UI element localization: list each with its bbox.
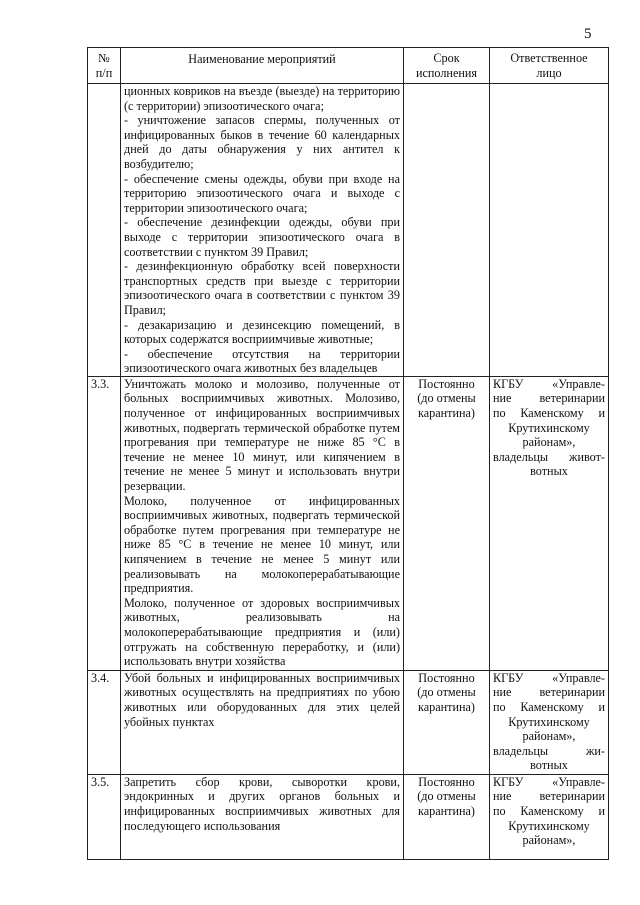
header-responsible: Ответственное лицо xyxy=(490,48,609,84)
measure-paragraph: Молоко, полученное от инфицированных восприимчивых животных, подвергать термической обработке путем прогревания при температуре не ниже 85 °С в течение не менее 10 минут, или кипячением в течение не менее 5 минут или реализовывать на молокоперерабатывающие предприятия. xyxy=(124,493,400,596)
measures-table xyxy=(87,47,609,860)
table-row-3-3 xyxy=(88,376,609,670)
row-responsible: КГБУ «Управле- ние ветеринарии по Каменскому и Крутихинскому районам», xyxy=(490,774,609,859)
measure-paragraph: ционных ковриков на въезде (выезде) на территорию (с территории) эпизоотического очага; xyxy=(124,84,400,113)
page-number: 5 xyxy=(584,26,592,42)
measure-paragraph: - дезакаризацию и дезинсекцию помещений, в которых содержатся восприимчивые животные; xyxy=(124,317,400,347)
row-number: 3.5. xyxy=(88,774,121,859)
measure-paragraph: - дезинфекционную обработку всей поверхности транспортных средств при выезде с территории эпизоотического очага в соответствии с пунктом 39 Правил; xyxy=(124,259,400,317)
row-measure-text xyxy=(121,774,404,859)
row-term: Постоянно (до отмены карантина) xyxy=(404,670,490,774)
row-number: 3.3. xyxy=(88,376,121,670)
table-row-3-5 xyxy=(88,774,609,859)
row-number xyxy=(88,84,121,377)
header-name: Наименование мероприятий xyxy=(121,48,404,84)
table-header-row xyxy=(88,48,609,84)
row-responsible: КГБУ «Управле- ние ветеринарии по Каменскому и Крутихинскому районам», владельцы живот- вотных xyxy=(490,376,609,670)
row-responsible: КГБУ «Управле- ние ветеринарии по Каменскому и Крутихинскому районам», владельцы жи- вотных xyxy=(490,670,609,774)
measure-paragraph: - уничтожение запасов спермы, полученных от инфицированных быков в течение 60 календарных дней до даты обнаружения у них антител к возбудителю; xyxy=(124,113,400,171)
measure-paragraph: - обеспечение смены одежды, обуви при входе на территорию эпизоотического очага и выходе с территории эпизоотического очага; xyxy=(124,171,400,215)
measure-paragraph: Убой больных и инфицированных восприимчивых животных осуществлять на предприятиях по убою животных или оборудованных для этих целей убойных пунктах xyxy=(124,670,400,729)
row-measure-text xyxy=(121,84,404,377)
measure-paragraph: Уничтожать молоко и молозиво, полученные от больных восприимчивых животных. Молозиво, полученное от инфицированных восприимчивых животных, подвергать термической обработке путем прогревания при температуре не ниже 85 °С в течение не менее 10 минут, или кипячением в течение не менее 5 минут и использовать внутри резервации. xyxy=(124,376,400,494)
measure-paragraph: Запретить сбор крови, сыворотки крови, эндокринных и других органов больных и инфицированных восприимчивых животных для последующего использования xyxy=(124,774,400,833)
table-row-3-4 xyxy=(88,670,609,774)
header-term: Срок исполнения xyxy=(404,48,490,84)
measure-paragraph: - обеспечение дезинфекции одежды, обуви при выходе с территории эпизоотического очага в соответствии с пунктом 39 Правил; xyxy=(124,215,400,259)
row-measure-text xyxy=(121,376,404,670)
row-number: 3.4. xyxy=(88,670,121,774)
row-measure-text xyxy=(121,670,404,774)
row-term: Постоянно (до отмены карантина) xyxy=(404,774,490,859)
measure-paragraph: - обеспечение отсутствия на территории эпизоотического очага животных без владельцев xyxy=(124,346,400,376)
row-term: Постоянно (до отмены карантина) xyxy=(404,376,490,670)
header-number: № п/п xyxy=(88,48,121,84)
measure-paragraph: Молоко, полученное от здоровых восприимчивых животных, реализовывать на молокоперерабатывающие предприятия и (или) отгружать на собственную переработку, и (или) использовать внутри хозяйства xyxy=(124,595,400,669)
row-term xyxy=(404,84,490,377)
table-row-continuation xyxy=(88,84,609,377)
row-responsible xyxy=(490,84,609,377)
